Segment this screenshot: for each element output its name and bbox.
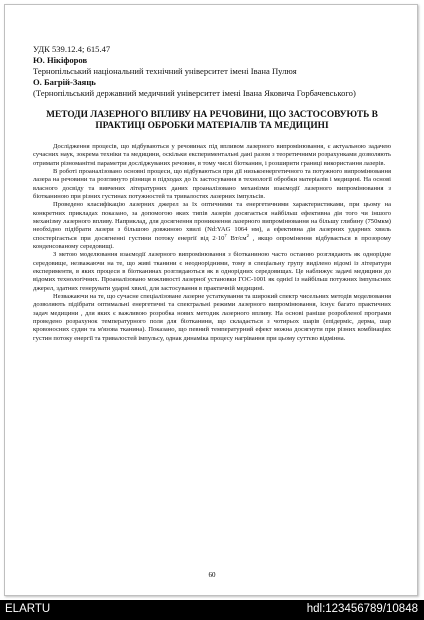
author-1: Ю. Нікіфоров (33, 55, 88, 65)
udc-code: УДК 539.12.4; 615.47 (33, 44, 111, 54)
repository-name: ELARTU (5, 603, 51, 615)
paragraph-3-text-a: Проведено класифікацію лазерних джерел за їх оптичними та енергетичними характеристиками, при цьому на конкретних прикладах показано, за допомогою яких типів лазерів досягається найбільш ефективна дія того чи іншого механізму лазерного впливу. Наприклад, для досягнення проникнення лазерного випромінювання на більшу глибину (750мкм) необхідно підібрати лазери з більшою довжиною хвилі (Nd:YAG 1064 нм), а ефективна дія лазерних ударних хвиль спостерігається при досягненні густини потоку енергії від 2·10 (33, 201, 391, 242)
page-number: 60 (208, 571, 216, 579)
paragraph-4: З метою моделювання взаємодії лазерного випромінювання з біотканиною часто останню розглядають як однорідне середовище, незважаючи на те, що живі тканини є неоднорідними, тому в спеціальну групу виділено відомі із літератури експерименти, в яких процеси в біотканинах розглядаються як в однорідних середовищах. Це наближує задачі медицини до відомих технологічних. Проаналізовано можливості лазерної установки ГОС-1001 як однієї із найбільш потужних імпульсних джерел, здатних генерувати ударні хвилі, для застосування в практичній медицині. (33, 251, 391, 292)
paragraph-5: Незважаючи на те, що сучасне спеціалізоване лазерне устаткування та широкий спектр чисельних методів моделювання дозволяють підібрати оптимальні енергетичні та спектральні режими лазерного випромінювання, існує багато практичних задач медицини , для яких є важливою розробка нових методик лазерного впливу. На основі раніше розробленої програми проведено розрахунок температурного поля для біотканини, що складається з чотирьох шарів (епідерміс, дерма, шар кровоносних судин та м'язова тканина). Показано, що певний температурний ефект можна досягнути при різних комбінаціях густин потоку енергії та тривалостей імпульсу, однак динаміка процесу нагрівання при цьому суттєво відмінна. (33, 293, 391, 342)
document-content (33, 44, 391, 343)
paragraph-3 (33, 201, 391, 251)
paper-title: МЕТОДИ ЛАЗЕРНОГО ВПЛИВУ НА РЕЧОВИНИ, ЩО ЗАСТОСОВУЮТЬ В ПРАКТИЦІ ОБРОБКИ МАТЕРІАЛІВ ТА МЕДИЦИНІ (46, 110, 378, 132)
paragraph-1: Дослідження процесів, що відбуваються у речовинах під впливом лазерного випромінювання, є актуальною задачею сучасних наук, зокрема техніки та медицини, оскільки експериментальні дані разом з теоретичними розрахунками дозволяють отримати різноманітні параметри досліджуваних речовин, в тому числі біотканин, і розширити границі використання лазерів. (33, 142, 391, 167)
paragraph-3-text-b: Вт/см (226, 234, 247, 242)
affiliation-1: Тернопільський національний технічний університет імені Івана Пулюя (33, 66, 297, 76)
footer-bar (0, 600, 424, 620)
author-2: О. Багрій-Заяць (33, 77, 96, 87)
paragraph-2: В роботі проаналізовано основні процеси, що відбуваються при дії низькоенергетичного та потужного випромінювання лазера на речовини та розглянуто різниця в підходах до їх застосування в технології обробки матеріалів і медицині. На основі власного досвіду та вивчених літературних даних проаналізовано механізми взаємодії лазерного випромінювання з біотканиною при різних густинах потужностей та тривалостях лазерних імпульсів. (33, 167, 391, 200)
affiliation-2: (Тернопільський державний медичний університет імені Івана Яковича Горбачевського) (33, 88, 356, 98)
paragraph-3-text-c: , якщо опромінення відбувається в прозорому конденсованому середовищі. (33, 234, 392, 250)
handle-identifier: hdl:123456789/10848 (306, 603, 418, 615)
exponent-7: 7 (224, 232, 227, 238)
exponent-2: 2 (246, 232, 249, 238)
